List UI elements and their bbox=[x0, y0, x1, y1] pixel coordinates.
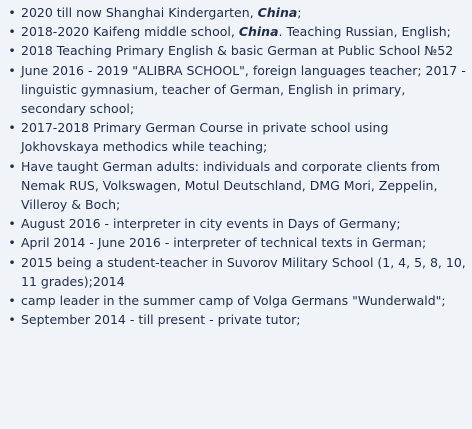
item-text: 2015 being a student-teacher in Suvorov Military School (1, 4, 5, 8, 10, 11 grades);2014 bbox=[21, 254, 466, 289]
item-text: 2018-2020 Kaifeng middle school, bbox=[21, 24, 239, 40]
bullet-icon: • bbox=[8, 5, 16, 20]
item-text: August 2016 - interpreter in city events in Days of Germany; bbox=[21, 216, 401, 232]
list-item bbox=[6, 157, 466, 215]
list-item bbox=[6, 291, 466, 310]
item-emphasis: China bbox=[238, 24, 279, 40]
list-item bbox=[6, 41, 466, 60]
item-text-end: ; bbox=[297, 5, 302, 20]
item-text: June 2016 - 2019 "ALIBRA SCHOOL", foreign languages teacher; 2017 - linguistic gymnasium, teacher of German, English in primary, secondary school; bbox=[21, 62, 466, 117]
item-text: September 2014 - till present - private tutor; bbox=[21, 312, 301, 328]
item-emphasis: China bbox=[257, 5, 298, 20]
experience-list bbox=[6, 3, 466, 329]
item-text: camp leader in the summer camp of Volga Germans "Wunderwald"; bbox=[21, 293, 446, 309]
bullet-icon: • bbox=[8, 62, 16, 78]
bullet-icon: • bbox=[8, 43, 16, 59]
list-item bbox=[6, 233, 466, 252]
bullet-icon: • bbox=[8, 120, 16, 136]
item-text: 2017-2018 Primary German Course in private school using Jokhovskaya methodics while teaching; bbox=[21, 120, 389, 155]
item-text: 2018 Teaching Primary English & basic German at Public School №52 bbox=[21, 43, 454, 59]
list-item bbox=[6, 3, 466, 22]
bullet-icon: • bbox=[8, 158, 16, 174]
list-item bbox=[6, 310, 466, 329]
list-item bbox=[6, 118, 466, 156]
list-item bbox=[6, 61, 466, 119]
item-text: Have taught German adults: individuals and corporate clients from Nemak RUS, Volkswagen, Motul Deutschland, DMG Mori, Zeppelin, Villeroy & Boch; bbox=[21, 158, 441, 213]
list-item bbox=[6, 214, 466, 233]
bullet-icon: • bbox=[8, 312, 16, 328]
bullet-icon: • bbox=[8, 254, 16, 270]
list-item bbox=[6, 253, 466, 291]
bullet-icon: • bbox=[8, 293, 16, 309]
item-text: April 2014 - June 2016 - interpreter of technical texts in German; bbox=[21, 235, 427, 251]
item-text: 2020 till now Shanghai Kindergarten, bbox=[21, 5, 258, 20]
item-text-end: . Teaching Russian, English; bbox=[278, 24, 451, 40]
bullet-icon: • bbox=[8, 24, 16, 40]
bullet-icon: • bbox=[8, 216, 16, 232]
bullet-icon: • bbox=[8, 235, 16, 251]
list-item bbox=[6, 22, 466, 41]
